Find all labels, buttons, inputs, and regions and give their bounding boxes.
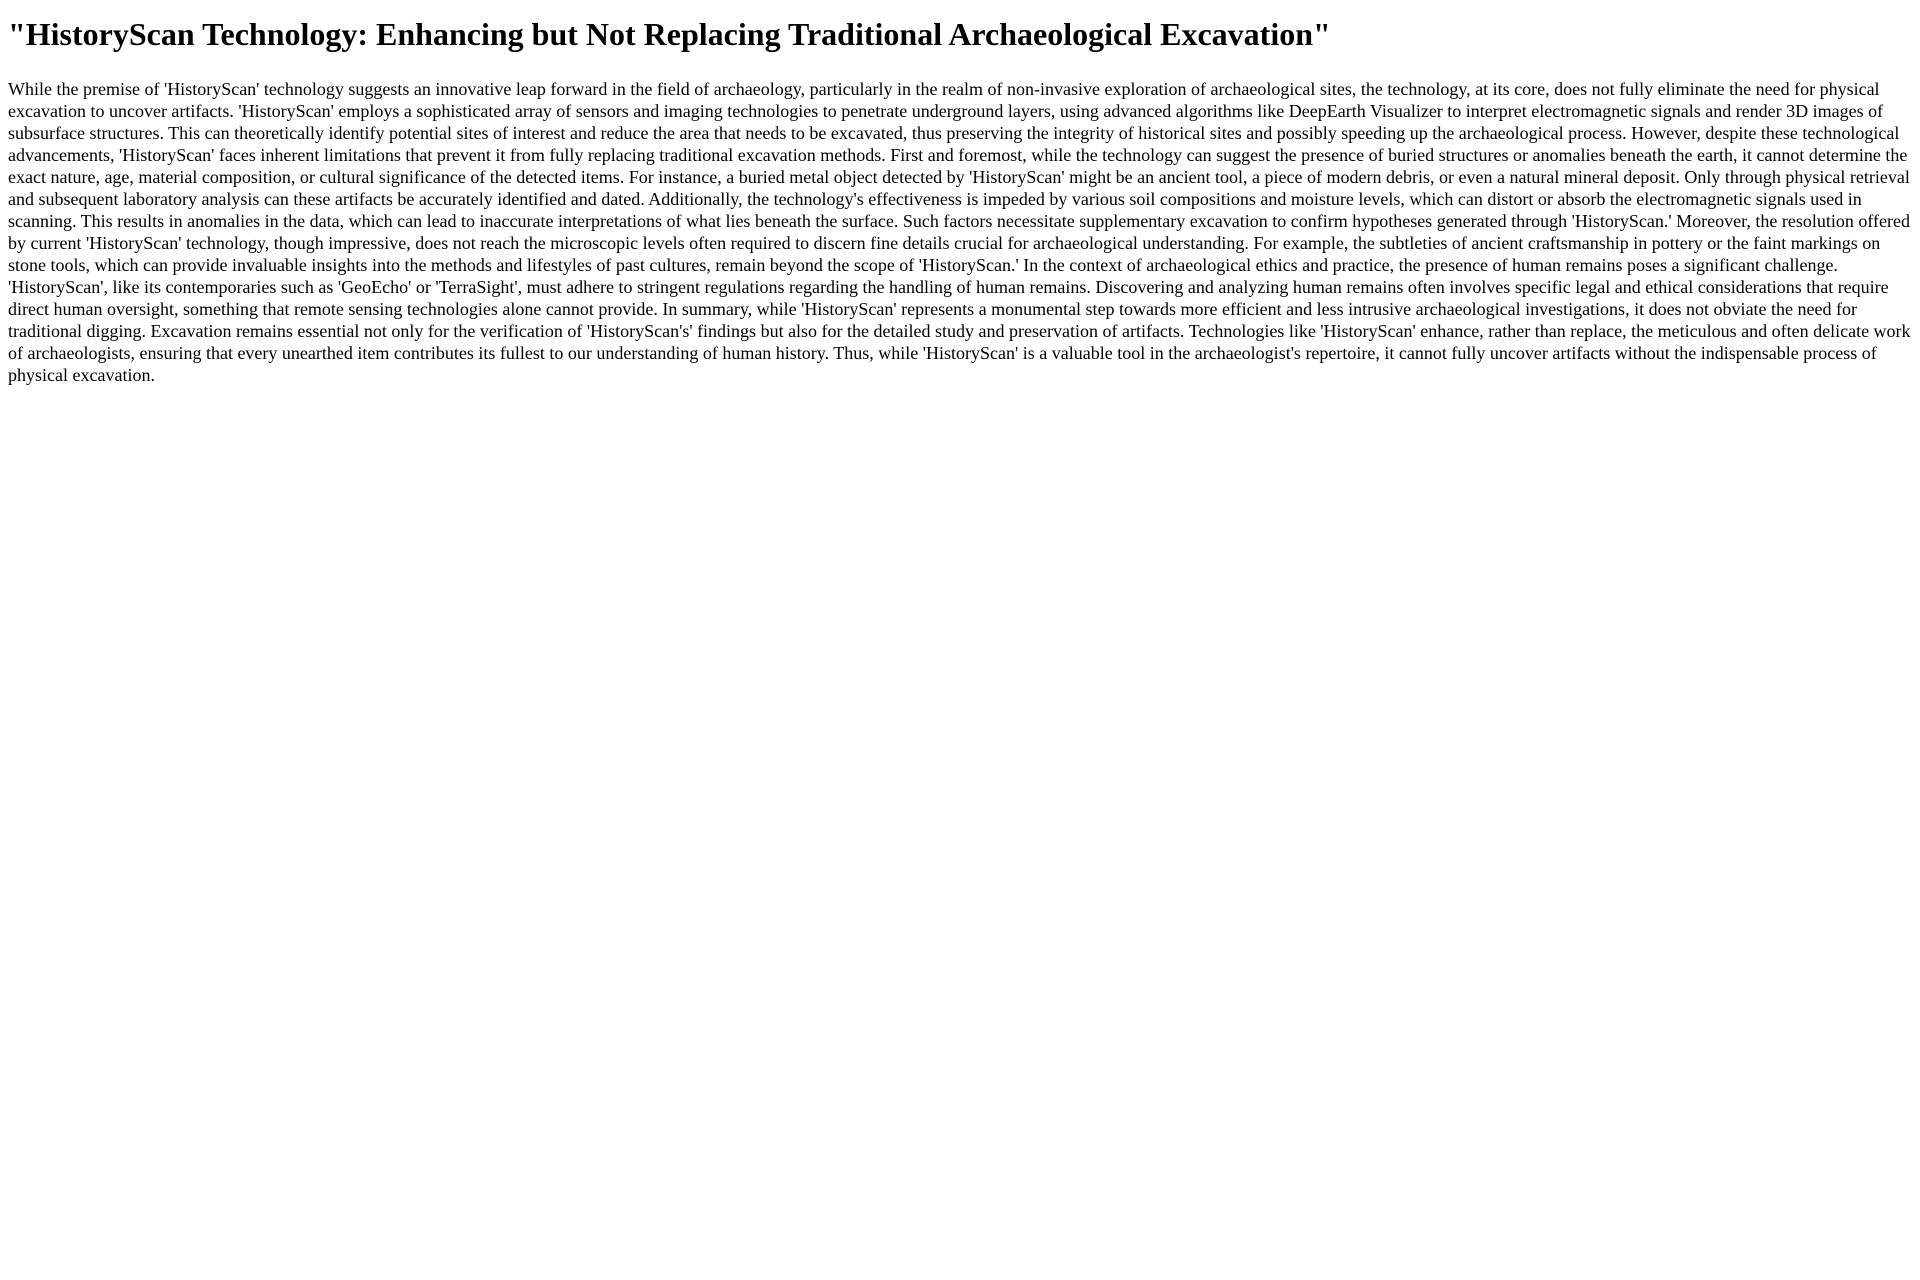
page-title: "HistoryScan Technology: Enhancing but Not Replacing Traditional Archaeological Excavation" — [8, 16, 1331, 52]
article-body: While the premise of 'HistoryScan' technology suggests an innovative leap forward in the field of archaeology, particularly in the realm of non-invasive exploration of archaeological sites, the technology, at its core, does not fully eliminate the need for physical excavation to uncover artifacts. 'HistoryScan' employs a sophisticated array of sensors and imaging technologies to penetrate underground layers, using advanced algorithms like DeepEarth Visualizer to interpret electromagnetic signals and render 3D images of subsurface structures. This can theoretically identify potential sites of interest and reduce the area that needs to be excavated, thus preserving the integrity of historical sites and possibly speeding up the archaeological process. However, despite these technological advancements, 'HistoryScan' faces inherent limitations that prevent it from fully replacing traditional excavation methods. First and foremost, while the technology can suggest the presence of buried structures or anomalies beneath the earth, it cannot determine the exact nature, age, material composition, or cultural significance of the detected items. For instance, a buried metal object detected by 'HistoryScan' might be an ancient tool, a piece of modern debris, or even a natural mineral deposit. Only through physical retrieval and subsequent laboratory analysis can these artifacts be accurately identified and dated. Additionally, the technology's effectiveness is impeded by various soil compositions and moisture levels, which can distort or absorb the electromagnetic signals used in scanning. This results in anomalies in the data, which can lead to inaccurate interpretations of what lies beneath the surface. Such factors necessitate supplementary excavation to confirm hypotheses generated through 'HistoryScan.' Moreover, the resolution offered by current 'HistoryScan' technology, though impressive, does not reach the microscopic levels often required to discern fine details crucial for archaeological understanding. For example, the subtleties of ancient craftsmanship in pottery or the faint markings on stone tools, which can provide invaluable insights into the methods and lifestyles of past cultures, remain beyond the scope of 'HistoryScan.' In the context of archaeological ethics and practice, the presence of human remains poses a significant challenge. 'HistoryScan', like its contemporaries such as 'GeoEcho' or 'TerraSight', must adhere to stringent regulations regarding the handling of human remains. Discovering and analyzing human remains often involves specific legal and ethical considerations that require direct human oversight, something that remote sensing technologies alone cannot provide. In summary, while 'HistoryScan' represents a monumental step towards more efficient and less intrusive archaeological investigations, it does not obviate the need for traditional digging. Excavation remains essential not only for the verification of 'HistoryScan's' findings but also for the detailed study and preservation of artifacts. Technologies like 'HistoryScan' enhance, rather than replace, the meticulous and often delicate work of archaeologists, ensuring that every unearthed item contributes its fullest to our understanding of human history. Thus, while 'HistoryScan' is a valuable tool in the archaeologist's repertoire, it cannot fully uncover artifacts without the indispensable process of physical excavation. — [8, 79, 1911, 385]
